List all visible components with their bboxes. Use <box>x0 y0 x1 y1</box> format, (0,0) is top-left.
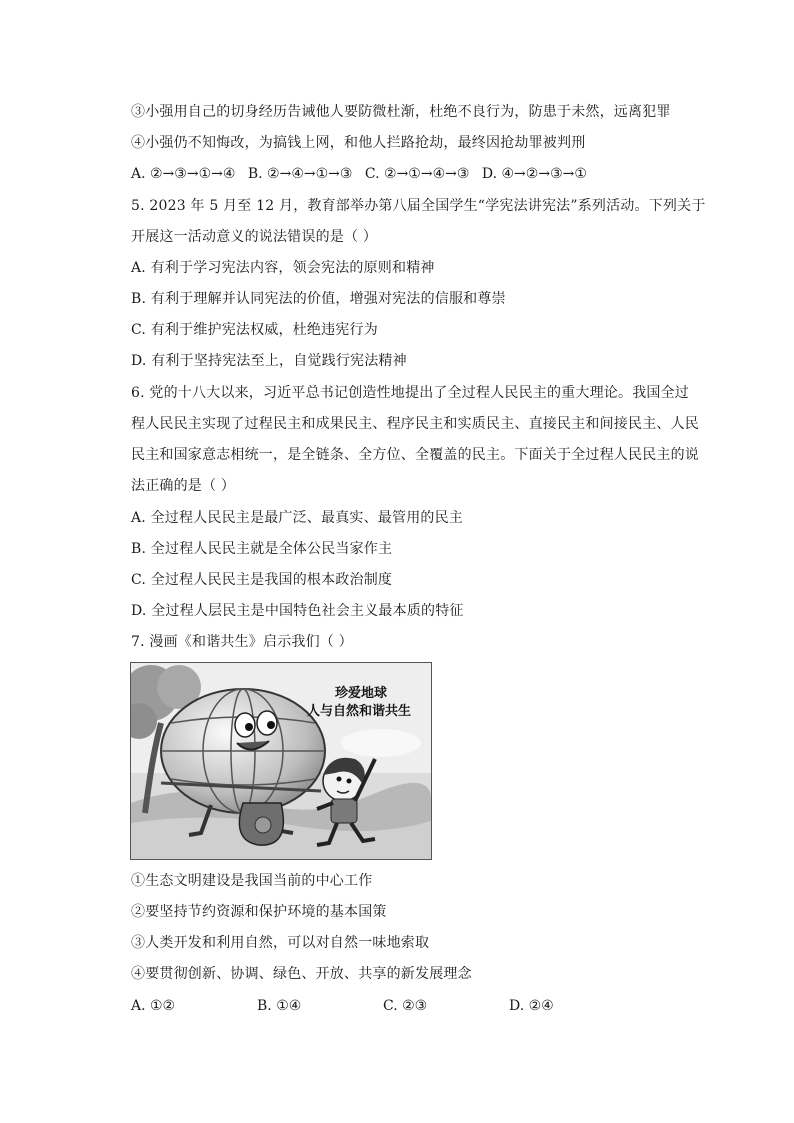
q4-option-b[interactable]: B. ②→④→①→③ <box>247 166 353 182</box>
q6-option-d[interactable]: D. 全过程人层民主是中国特色社会主义最本质的特征 <box>131 603 464 619</box>
q5-option-b[interactable]: B. 有利于理解并认同宪法的价值，增强对宪法的信服和尊崇 <box>131 291 506 307</box>
harmony-cartoon <box>130 662 432 860</box>
q4-options <box>131 164 587 184</box>
q4-option-a[interactable]: A. ②→③→①→④ <box>131 166 236 182</box>
q7-option-d[interactable]: D. ②④ <box>509 998 554 1014</box>
cartoon-caption-2: 人与自然和谐共生 <box>306 704 412 719</box>
q7-stem: 7. 漫画《和谐共生》启示我们（ ） <box>131 634 353 650</box>
q5-stem-line-2: 开展这一活动意义的说法错误的是（ ） <box>131 229 378 245</box>
q7-option-b[interactable]: B. ①④ <box>257 998 302 1014</box>
q6-option-b[interactable]: B. 全过程人民民主就是全体公民当家作主 <box>131 541 393 557</box>
q5-option-d[interactable]: D. 有利于坚持宪法至上，自觉践行宪法精神 <box>131 353 407 369</box>
q7-item-1: ①生态文明建设是我国当前的中心工作 <box>131 873 373 889</box>
q4-option-d[interactable]: D. ④→②→③→① <box>481 166 587 182</box>
q7-item-4: ④要贯彻创新、协调、绿色、开放、共享的新发展理念 <box>131 966 472 982</box>
q6-option-a[interactable]: A. 全过程人民民主是最广泛、最真实、最管用的民主 <box>131 510 464 526</box>
q7-option-a[interactable]: A. ①② <box>131 998 176 1014</box>
q6-stem-line-2: 程人民民主实现了过程民主和成果民主、程序民主和实质民主、直接民主和间接民主、人民 <box>131 416 699 432</box>
q5-stem-line-1: 5. 2023 年 5 月至 12 月，教育部举办第八届全国学生“学宪法讲宪法”系列活动。下列关于 <box>131 198 706 214</box>
q4-item-3: ③小强用自己的切身经历告诫他人要防微杜渐，杜绝不良行为，防患于未然，远离犯罪 <box>131 104 671 120</box>
cartoon-caption-1: 珍爱地球 <box>334 686 388 701</box>
q7-item-2: ②要坚持节约资源和保护环境的基本国策 <box>131 904 387 920</box>
q5-option-a[interactable]: A. 有利于学习宪法内容，领会宪法的原则和精神 <box>131 260 435 276</box>
q7-item-3: ③人类开发和利用自然，可以对自然一味地索取 <box>131 935 430 951</box>
q6-option-c[interactable]: C. 全过程人民民主是我国的根本政治制度 <box>131 572 393 588</box>
q7-options <box>131 996 554 1016</box>
q6-stem-line-4: 法正确的是（ ） <box>131 478 236 494</box>
q7-option-c[interactable]: C. ②③ <box>383 998 428 1014</box>
q4-item-4: ④小强仍不知悔改，为搞钱上网，和他人拦路抢劫，最终因抢劫罪被判刑 <box>131 135 586 151</box>
q4-option-c[interactable]: C. ②→①→④→③ <box>364 166 470 182</box>
q6-stem-line-1: 6. 党的十八大以来，习近平总书记创造性地提出了全过程人民民主的重大理论。我国全过 <box>131 385 690 401</box>
q5-option-c[interactable]: C. 有利于维护宪法权威，杜绝违宪行为 <box>131 322 378 338</box>
q6-stem-line-3: 民主和国家意志相统一，是全链条、全方位、全覆盖的民主。下面关于全过程人民民主的说 <box>131 447 699 463</box>
